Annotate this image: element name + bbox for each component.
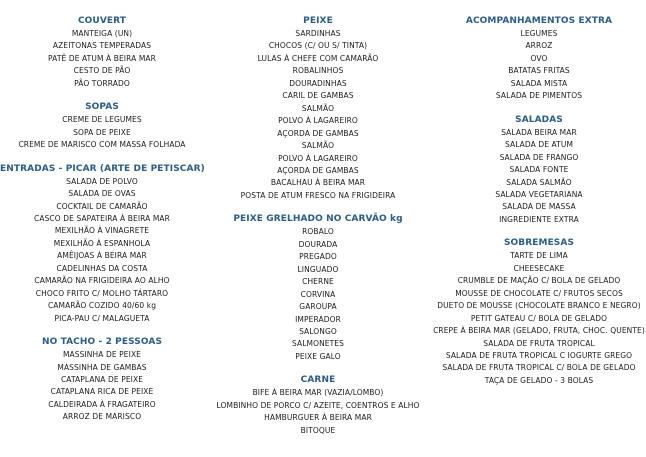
menu-item: CHOCO FRITO C/ MOLHO TÁRTARO xyxy=(35,288,169,298)
menu-section xyxy=(0,101,204,151)
menu-section xyxy=(204,213,432,363)
menu-item: BATATAS FRITAS xyxy=(508,66,570,76)
menu-item: LOMBINHO DE PORCO C/ AZEITE, COENTROS E ALHO xyxy=(216,400,420,410)
menu-item: ROBALO xyxy=(302,227,334,237)
menu-item: CAMARÃO NA FRIGIDEIRA AO ALHO xyxy=(34,276,170,286)
menu-item: SALADA DE MASSA xyxy=(502,202,576,212)
menu-item: PATÊ DE ATUM À BEIRA MAR xyxy=(48,53,156,63)
menu-item: CRUMBLE DE MAÇÃO C/ BOLA DE GELADO xyxy=(457,276,621,286)
menu-item: ARROZ DE MARISCO xyxy=(62,412,142,422)
menu-section xyxy=(432,114,646,227)
menu-item-list xyxy=(0,349,204,424)
menu-item: SALADA DE FRUTA TROPICAL C IOGURTE GREGO xyxy=(445,350,633,360)
menu-item-list xyxy=(204,226,432,363)
menu-item: CREME DE MARISCO COM MASSA FOLHADA xyxy=(18,140,186,150)
menu-item: AÇORDA DE GAMBAS xyxy=(277,165,359,175)
menu-item: AÇORDA DE GAMBAS xyxy=(277,128,359,138)
menu-item: INGREDIENTE EXTRA xyxy=(499,214,579,224)
menu-column-2 xyxy=(204,15,432,437)
menu-section xyxy=(432,15,646,103)
menu-item: PREGADO xyxy=(299,252,337,262)
menu-item: MEXILHÃO À ESPANHOLA xyxy=(53,238,151,248)
menu-item-list xyxy=(432,28,646,103)
menu-item: GAROUPA xyxy=(299,302,337,312)
section-title: ENTRADAS - PICAR (ARTE DE PETISCAR) xyxy=(0,163,205,174)
menu-item: PÃO TORRADO xyxy=(74,78,130,88)
menu-item: SOPA DE PEIXE xyxy=(73,127,131,137)
menu-item: CARIL DE GAMBAS xyxy=(282,91,354,101)
section-title: CARNE xyxy=(300,375,336,386)
menu-item: SALADA VEGETARIANA xyxy=(495,189,583,199)
menu-item: CATAPLANA DE PEIXE xyxy=(60,374,144,384)
menu-item: SALMÃO xyxy=(301,103,335,113)
menu-item: SALADA FONTE xyxy=(509,165,569,175)
menu-section xyxy=(0,15,204,90)
section-title: SOBREMESAS xyxy=(503,238,575,249)
menu-item: MASSINHA DE GAMBAS xyxy=(57,362,147,372)
menu-item: SALADA BEIRA MAR xyxy=(501,127,577,137)
menu-item-list xyxy=(432,127,646,227)
menu-item: SALADA DE FRUTA TROPICAL xyxy=(483,338,595,348)
menu-section xyxy=(432,237,646,387)
menu-item: LINGUADO xyxy=(297,264,339,274)
menu-item: MEXILHÃO À VINAGRETE xyxy=(54,226,150,236)
menu-item: CORVINA xyxy=(300,289,336,299)
menu-item: TARTE DE LIMA xyxy=(510,251,568,261)
menu-item: SALADA DE FRANGO xyxy=(499,152,579,162)
menu-item: CHERNE xyxy=(302,277,334,287)
menu-item-list xyxy=(0,176,204,325)
menu-item: COCKTAIL DE CAMARÃO xyxy=(56,201,148,211)
menu-item: IMPERADOR xyxy=(295,314,341,324)
menu-item: SALADA DE FRUTA TROPICAL C/ BOLA DE GELADO xyxy=(442,363,636,373)
menu-item: SALONGO xyxy=(299,326,337,336)
menu-item: BITOQUE xyxy=(300,425,336,435)
menu-item: SALMÃO xyxy=(301,141,335,151)
menu-item: SALADA MISTA xyxy=(510,78,568,88)
menu-column-3 xyxy=(432,15,646,387)
menu-item: TAÇA DE GELADO - 3 BOLAS xyxy=(484,375,594,385)
menu-item: CADELINHAS DA COSTA xyxy=(56,263,148,273)
menu-item: CATAPLANA RICA DE PEIXE xyxy=(50,387,154,397)
menu-item: SALADA DE OVAS xyxy=(68,189,136,199)
menu-item: SALADA DE POLVO xyxy=(66,176,138,186)
menu-item: CASCO DE SAPATEIRA À BEIRA MAR xyxy=(34,213,170,223)
menu-item: PEIXE GALO xyxy=(295,351,341,361)
menu-item: POLVO À LAGAREIRO xyxy=(278,153,358,163)
menu-item-list xyxy=(204,28,432,202)
menu-item: AMÊIJOAS À BEIRA MAR xyxy=(57,251,147,261)
menu-item: CAMARÃO COZIDO 40/60 kg xyxy=(47,301,157,311)
menu-item: SALADA DE ATUM xyxy=(504,140,574,150)
menu-section xyxy=(204,374,432,437)
menu-item: SARDINHAS xyxy=(295,29,341,38)
section-title: SOPAS xyxy=(85,102,119,113)
menu-item-list xyxy=(432,250,646,387)
menu-item: LULAS À CHEFE COM CAMARÃO xyxy=(257,53,379,63)
menu-item: DOURADINHAS xyxy=(289,78,347,88)
menu-item: DOURADA xyxy=(298,239,338,249)
menu-item: PICA-PAU C/ MALAGUETA xyxy=(54,313,150,323)
menu-item: SALADA SALMÃO xyxy=(506,177,572,187)
menu-item: MANTEIGA (UN) xyxy=(71,29,133,38)
menu-section xyxy=(204,15,432,202)
menu-section xyxy=(0,336,204,424)
menu-item-list xyxy=(0,114,204,151)
menu-item: SALADA DE PIMENTOS xyxy=(495,91,583,101)
menu-item: POSTA DE ATUM FRESCO NA FRIGIDEIRA xyxy=(240,190,396,200)
menu-item: MOUSSE DE CHOCOLATE C/ FRUTOS SECOS xyxy=(455,288,623,298)
menu-item: MASSINHA DE PEIXE xyxy=(62,350,142,360)
menu-item: BIFE À BEIRA MAR (VAZIA/LOMBO) xyxy=(252,388,384,398)
menu-item: POLVO À LAGAREIRO xyxy=(278,116,358,126)
menu-item: CREME DE LEGUMES xyxy=(62,115,142,125)
menu-item: CHOCOS (C/ OU S/ TINTA) xyxy=(268,41,368,51)
menu-item: CREPE À BEIRA MAR (GELADO, FRUTA, CHOC. QUENTE) xyxy=(433,326,645,336)
menu-column-1 xyxy=(0,15,204,424)
menu-item: BACALHAU À BEIRA MAR xyxy=(270,178,366,188)
menu-item: AZEITONAS TEMPERADAS xyxy=(52,41,152,51)
menu-item: PETIT GATEAU C/ BOLA DE GELADO xyxy=(470,313,608,323)
section-title: SALADAS xyxy=(515,114,563,125)
menu-item: HAMBURGUER À BEIRA MAR xyxy=(264,413,372,423)
section-title: NO TACHO - 2 PESSOAS xyxy=(41,337,163,348)
menu-item: ARROZ xyxy=(525,41,553,51)
menu-section xyxy=(0,163,204,325)
menu-item: CESTO DE PÃO xyxy=(73,66,131,76)
section-title: COUVERT xyxy=(77,16,127,26)
menu-item: LEGUMES xyxy=(520,29,558,38)
menu-item: CALDEIRADA À FRAGATEIRO xyxy=(48,399,156,409)
section-title: PEIXE xyxy=(303,16,333,26)
menu-item-list xyxy=(0,28,204,90)
menu-item: CHEESECAKE xyxy=(513,263,565,273)
menu-item: OVO xyxy=(530,53,548,63)
menu-item-list xyxy=(204,387,432,437)
menu-item: DUETO DE MOUSSE (CHOCOLATE BRANCO E NEGRO) xyxy=(437,301,641,311)
section-title: ACOMPANHAMENTOS EXTRA xyxy=(465,16,613,26)
menu-item: SALMONETES xyxy=(291,339,344,349)
menu-item: ROBALINHOS xyxy=(292,66,344,76)
section-title: PEIXE GRELHADO NO CARVÃO kg xyxy=(233,214,403,225)
